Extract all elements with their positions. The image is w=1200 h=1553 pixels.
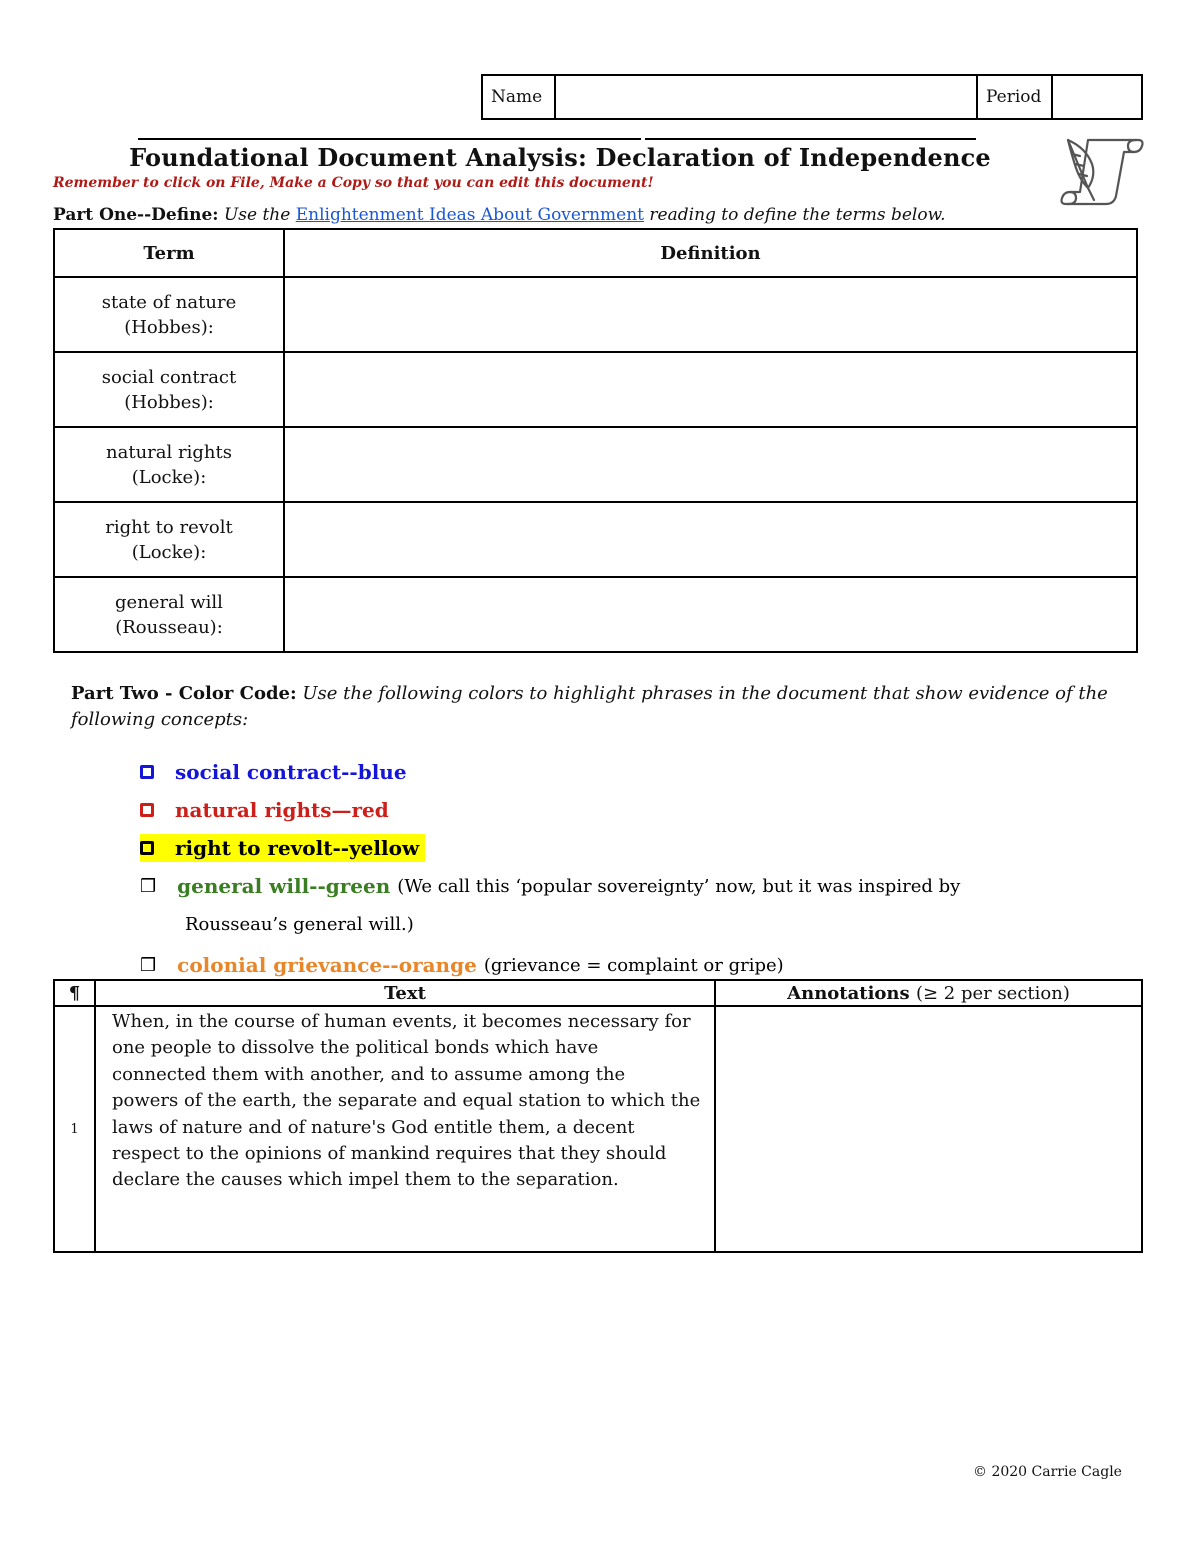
term-cell: right to revolt (Locke): — [54, 502, 284, 577]
definition-cell[interactable] — [284, 277, 1137, 352]
annotation-cell[interactable] — [715, 1006, 1142, 1252]
table-row — [54, 352, 1137, 427]
copyright-footer: © 2020 Carrie Cagle — [973, 1464, 1122, 1480]
annotations-column-header: Annotations (≥ 2 per section) — [715, 980, 1142, 1006]
title-rule — [138, 138, 976, 140]
name-label: Name — [483, 76, 556, 118]
name-field[interactable] — [556, 76, 978, 118]
term-cell: natural rights (Locke): — [54, 427, 284, 502]
part-one-heading: Part One--Define: — [53, 205, 219, 225]
paragraph-number: 1 — [54, 1006, 95, 1252]
legend-right-to-revolt: right to revolt--yellow — [140, 834, 425, 862]
part-two-heading: Part Two - Color Code: — [71, 683, 297, 704]
checkbox-icon[interactable]: ❒ — [140, 954, 157, 976]
legend-social-contract: social contract--blue — [140, 760, 407, 784]
page-title: Foundational Document Analysis: Declaration of Independence — [129, 143, 991, 172]
term-cell: state of nature (Hobbes): — [54, 277, 284, 352]
checkbox-icon[interactable] — [140, 803, 154, 817]
table-row — [54, 1006, 1142, 1252]
legend-general-will: ❒ general will--green (We call this ‘popular sovereignty’ now, but it was inspired by — [140, 874, 961, 898]
copy-reminder: Remember to click on File, Make a Copy so that you can edit this document! — [53, 175, 654, 191]
table-row — [54, 502, 1137, 577]
part-two-text: Use the following colors to highlight phrases in the document that show evidence of the following concepts: — [71, 683, 1108, 730]
definition-cell[interactable] — [284, 502, 1137, 577]
text-annotation-table — [53, 979, 1143, 1253]
definition-cell[interactable] — [284, 352, 1137, 427]
scroll-quill-icon — [1058, 134, 1146, 208]
table-row — [54, 277, 1137, 352]
name-period-box — [481, 74, 1143, 120]
checkbox-icon[interactable] — [140, 765, 154, 779]
term-cell: social contract (Hobbes): — [54, 352, 284, 427]
period-field[interactable] — [1053, 76, 1141, 118]
part-one-text-after: reading to define the terms below. — [649, 205, 946, 225]
legend-natural-rights: natural rights—red — [140, 798, 389, 822]
definitions-table — [53, 228, 1138, 653]
part-one-text-before: Use the — [223, 205, 291, 225]
definition-cell[interactable] — [284, 427, 1137, 502]
text-column-header: Text — [95, 980, 715, 1006]
passage-text: When, in the course of human events, it becomes necessary for one people to dissolve the political bonds which have connected them with another, and to assume among the powers of the earth, the separate and equal station to which the laws of nature and of nature's God entitle them, a decent respect to the opinions of mankind requires that they should declare the causes which impel them to the separation. — [95, 1006, 715, 1252]
table-row — [54, 577, 1137, 652]
checkbox-icon[interactable] — [140, 841, 154, 855]
legend-colonial-grievance: ❒ colonial grievance--orange (grievance = complaint or gripe) — [140, 953, 784, 977]
paragraph-column-header: ¶ — [54, 980, 95, 1006]
term-column-header: Term — [54, 229, 284, 277]
legend-general-will-note: Rousseau’s general will.) — [185, 914, 414, 935]
period-label: Period — [978, 76, 1053, 118]
part-two-instructions — [71, 681, 1131, 733]
enlightenment-reading-link[interactable]: Enlightenment Ideas About Government — [295, 205, 645, 225]
definition-cell[interactable] — [284, 577, 1137, 652]
definition-column-header: Definition — [284, 229, 1137, 277]
term-cell: general will (Rousseau): — [54, 577, 284, 652]
table-row — [54, 427, 1137, 502]
checkbox-icon[interactable]: ❒ — [140, 875, 157, 897]
part-one-instructions — [53, 205, 946, 225]
